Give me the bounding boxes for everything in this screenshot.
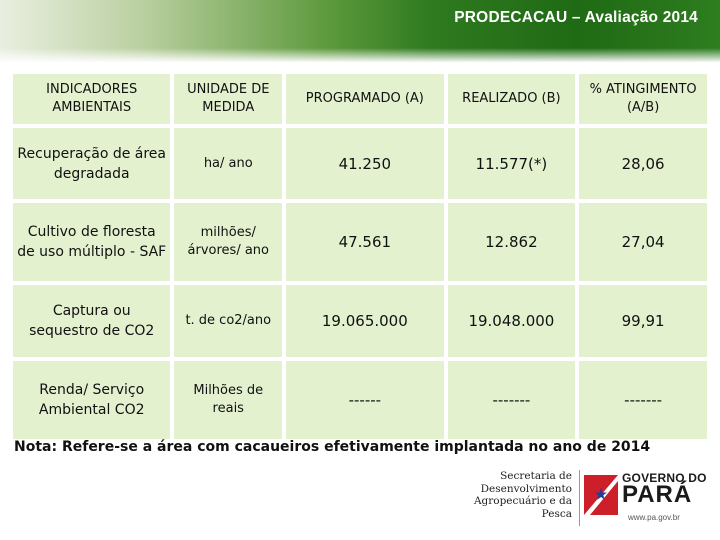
table-row [13, 361, 707, 439]
cell-indicador: Captura ou sequestro de CO2 [13, 285, 170, 357]
indicators-table [13, 70, 707, 443]
cell-indicador: Recuperação de área degradada [13, 128, 170, 199]
cell-realizado: 12.862 [444, 203, 576, 281]
cell-unidade: milhões/ árvores/ ano [170, 203, 282, 281]
column-header-realizado: REALIZADO (B) [444, 74, 576, 124]
cell-realizado: ------- [444, 361, 576, 439]
table-row [13, 203, 707, 281]
column-header-atingimento: % ATINGIMENTO (A/B) [575, 74, 707, 124]
cell-programado: ------ [282, 361, 443, 439]
gov-line1: GOVERNO DO [622, 471, 707, 485]
cell-unidade: ha/ ano [170, 128, 282, 199]
column-header-unidade: UNIDADE DE MEDIDA [170, 74, 282, 124]
cell-indicador: Renda/ Serviço Ambiental CO2 [13, 361, 170, 439]
logo-divider [579, 470, 580, 526]
cell-realizado: 11.577(*) [444, 128, 576, 199]
cell-atingimento: ------- [575, 361, 707, 439]
secretaria-line: Agropecuário e da Pesca [473, 495, 572, 520]
cell-programado: 19.065.000 [282, 285, 443, 357]
para-flag-icon [584, 475, 618, 515]
gov-line2: PARÁ [622, 481, 693, 508]
cell-realizado: 19.048.000 [444, 285, 576, 357]
table-note: Nota: Refere-se a área com cacaueiros efetivamente implantada no ano de 2014 [14, 439, 651, 455]
secretaria-logo-text [470, 470, 572, 520]
cell-atingimento: 27,04 [575, 203, 707, 281]
cell-indicador: Cultivo de floresta de uso múltiplo - SAF [13, 203, 170, 281]
cell-atingimento: 28,06 [575, 128, 707, 199]
column-header-programado: PROGRAMADO (A) [282, 74, 443, 124]
page-title: PRODECACAU – Avaliação 2014 [454, 9, 698, 26]
cell-programado: 41.250 [282, 128, 443, 199]
table-header-row [13, 74, 707, 124]
secretaria-line: Secretaria de [500, 470, 572, 482]
cell-atingimento: 99,91 [575, 285, 707, 357]
table-row [13, 128, 707, 199]
cell-programado: 47.561 [282, 203, 443, 281]
cell-unidade: Milhões de reais [170, 361, 282, 439]
governo-do-para-logo [584, 469, 707, 527]
table-row [13, 285, 707, 357]
header-band [0, 0, 720, 62]
column-header-indicadores: INDICADORES AMBIENTAIS [13, 74, 170, 124]
gov-url: www.pa.gov.br [628, 513, 680, 522]
secretaria-line: Desenvolvimento [480, 482, 572, 495]
cell-unidade: t. de co2/ano [170, 285, 282, 357]
